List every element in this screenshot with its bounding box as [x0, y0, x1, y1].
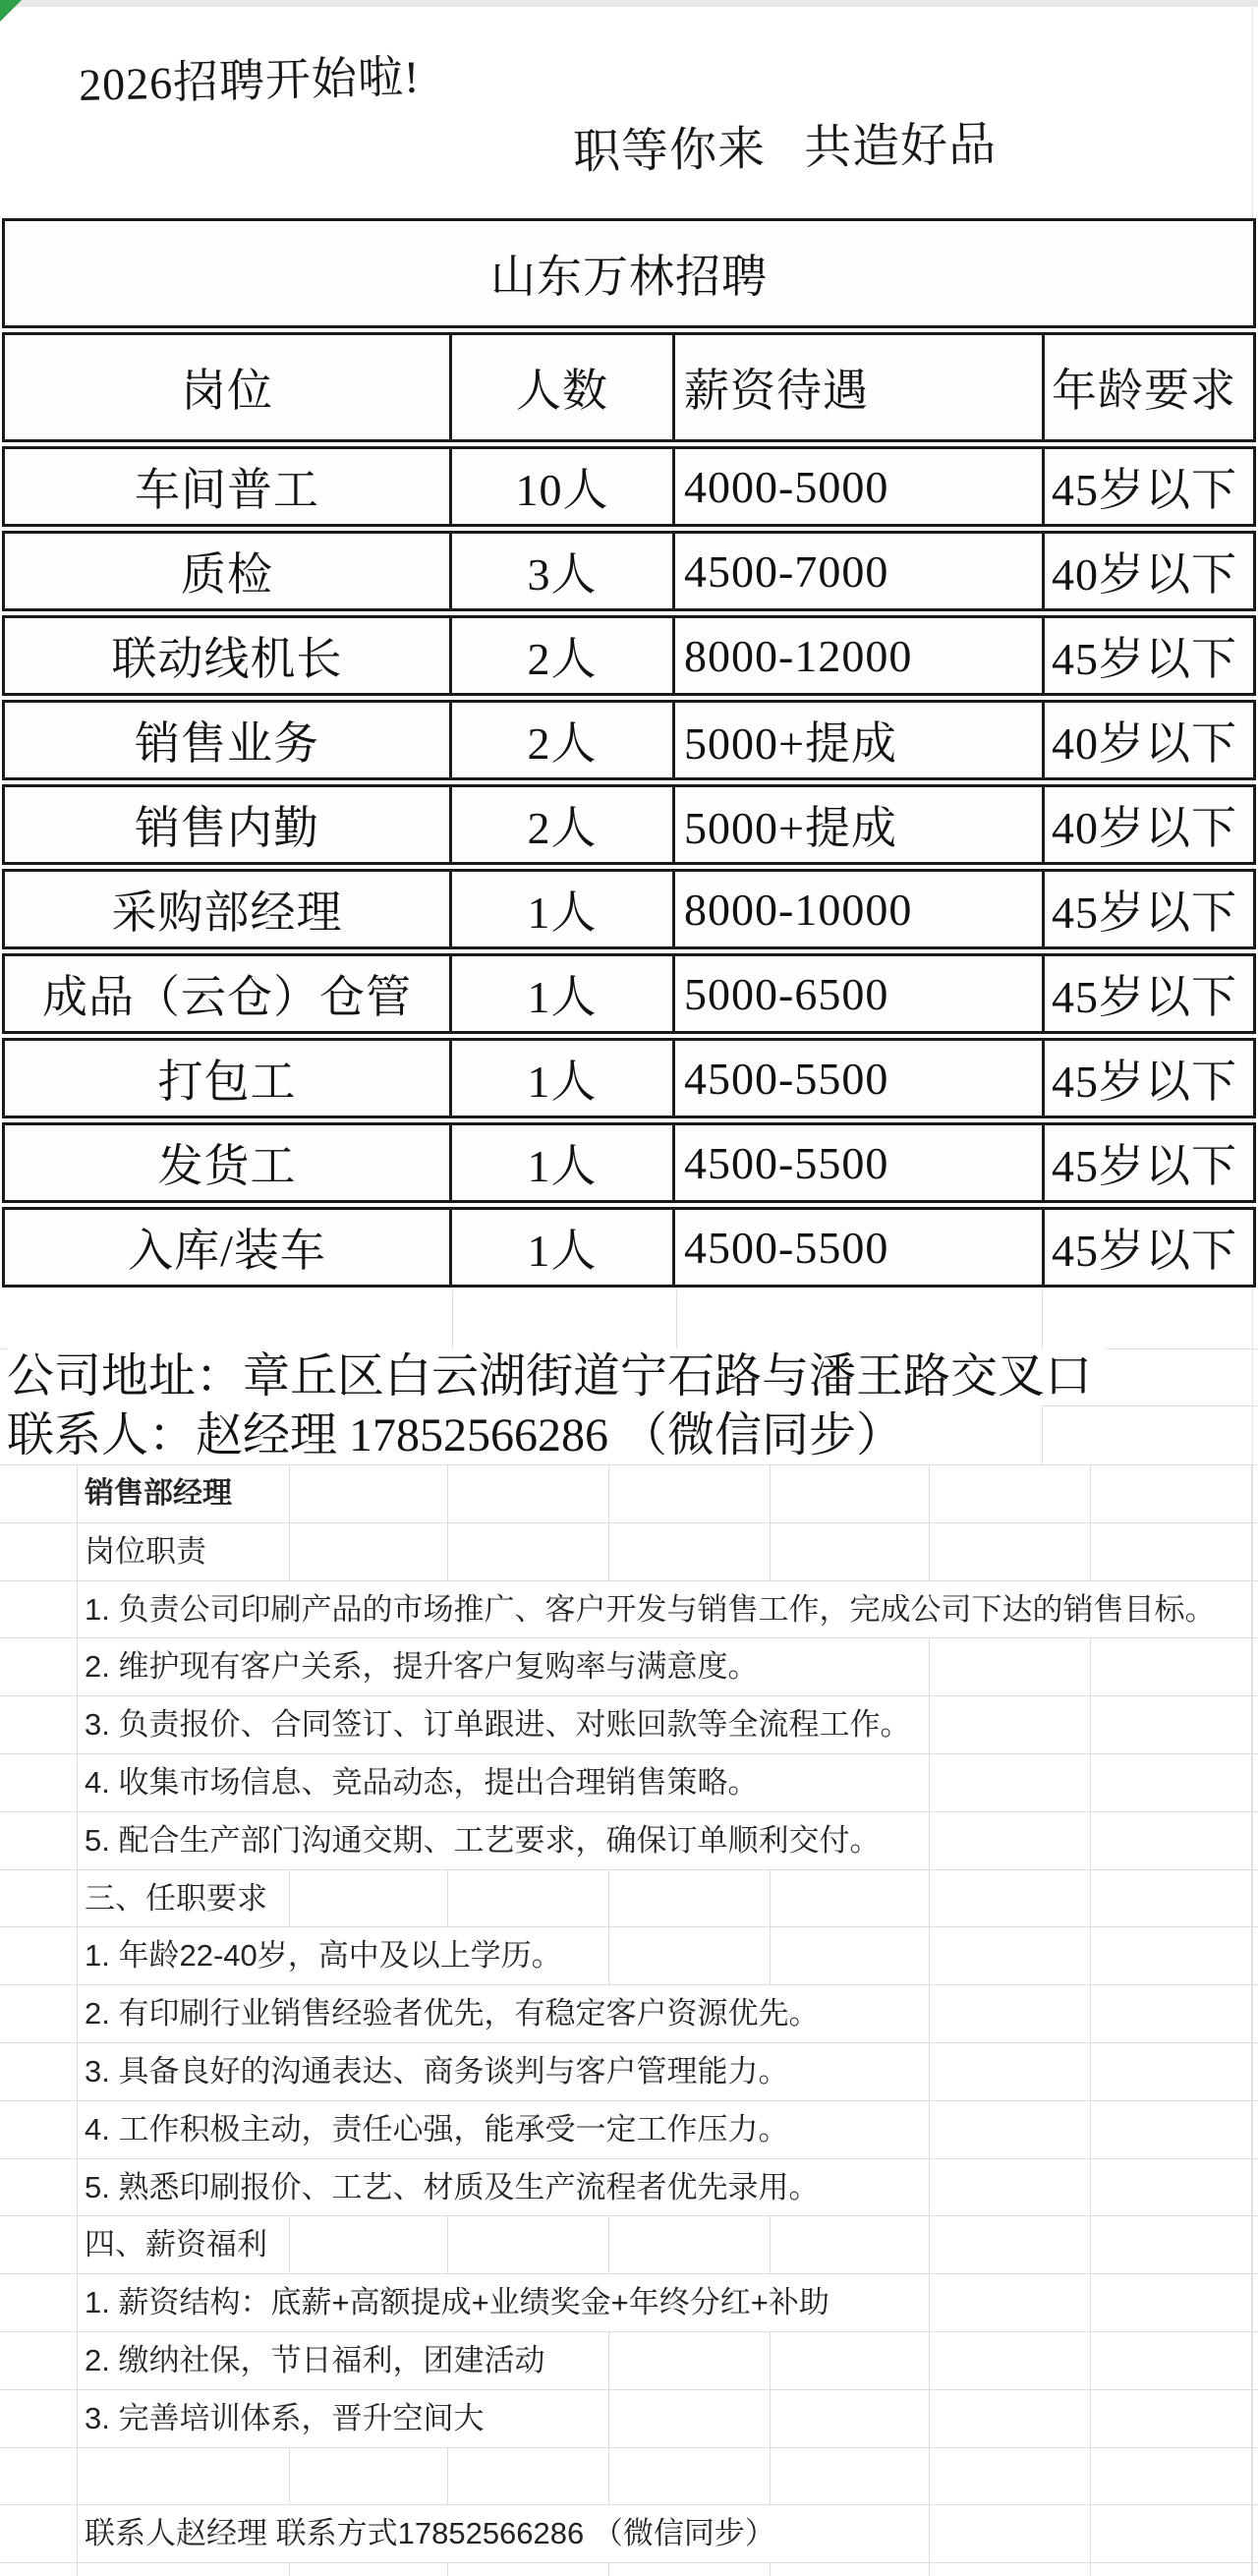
cell-position: 销售内勤: [135, 803, 319, 853]
cell-count: 1人: [449, 872, 672, 946]
cell-age: 40岁以下: [1042, 703, 1253, 777]
empty-row: [0, 2448, 1258, 2506]
cell-salary: 8000-12000: [672, 618, 1042, 693]
requirement-item: 1. 年龄22-40岁，高中及以上学历。: [0, 1927, 1258, 1985]
table-row: [2, 446, 1256, 527]
cell-count: 1人: [449, 1125, 672, 1200]
cell-age: 45岁以下: [1042, 956, 1253, 1031]
requirement-item: 4. 工作积极主动，责任心强，能承受一定工作压力。: [0, 2101, 1258, 2159]
cell-position: 入库/装车: [128, 1226, 326, 1276]
cell-corner-marker-icon: [0, 0, 22, 22]
cell-salary: 4000-5000: [672, 449, 1042, 524]
detail-section-benefits: 四、薪资福利: [0, 2216, 1258, 2274]
empty-spreadsheet-strip: [0, 1290, 1258, 1349]
table-row: [2, 953, 1256, 1034]
cell-age: 45岁以下: [1042, 618, 1253, 693]
responsibility-item: 1. 负责公司印刷产品的市场推广、客户开发与销售工作，完成公司下达的销售目标。: [0, 1581, 1258, 1639]
table-header-row: [2, 332, 1256, 442]
cell-salary: 4500-7000: [672, 534, 1042, 608]
cell-position: 联动线机长: [111, 634, 343, 684]
cell-salary: 4500-5500: [672, 1210, 1042, 1285]
cell-salary: 4500-5500: [672, 1125, 1042, 1200]
cell-age: 40岁以下: [1042, 534, 1253, 608]
cell-salary: 5000+提成: [672, 787, 1042, 862]
contact-person-line: 联系人：赵经理 17852566286 （微信同步）: [0, 1405, 1258, 1466]
requirement-item: 3. 具备良好的沟通表达、商务谈判与客户管理能力。: [0, 2043, 1258, 2101]
cell-position: 成品（云仓）仓管: [42, 972, 412, 1022]
cell-position: 车间普工: [135, 465, 319, 515]
cell-age: 45岁以下: [1042, 1125, 1253, 1200]
table-row: [2, 869, 1256, 949]
cell-count: 10人: [449, 449, 672, 524]
col-header-count: 人数: [449, 335, 672, 439]
table-title: 山东万林招聘: [490, 252, 768, 302]
detail-section-responsibilities: 岗位职责: [0, 1523, 1258, 1581]
cell-count: 1人: [449, 956, 672, 1031]
benefit-item: 1. 薪资结构：底薪+高额提成+业绩奖金+年终分红+补助: [0, 2274, 1258, 2332]
table-row: [2, 531, 1256, 611]
sheet-top-strip: [0, 0, 1258, 7]
benefit-item: 2. 缴纳社保，节日福利，团建活动: [0, 2332, 1258, 2390]
table-row: [2, 700, 1256, 780]
cell-age: 40岁以下: [1042, 787, 1253, 862]
detail-role-title-row: 销售部经理: [0, 1465, 1258, 1523]
table-row: [2, 615, 1256, 696]
table-title-row: [2, 218, 1256, 328]
cell-age: 45岁以下: [1042, 449, 1253, 524]
cell-age: 45岁以下: [1042, 1210, 1253, 1285]
company-address-line: 公司地址：章丘区白云湖街道宁石路与潘王路交叉口: [0, 1348, 1258, 1405]
cell-count: 3人: [449, 534, 672, 608]
cell-salary: 8000-10000: [672, 872, 1042, 946]
col-header-salary: 薪资待遇: [672, 335, 1042, 439]
cell-position: 销售业务: [135, 718, 319, 769]
table-row: [2, 1038, 1256, 1118]
cell-position: 采购部经理: [111, 887, 343, 938]
cell-count: 1人: [449, 1041, 672, 1116]
cell-age: 45岁以下: [1042, 872, 1253, 946]
benefit-item: 3. 完善培训体系，晋升空间大: [0, 2390, 1258, 2448]
responsibility-item: 3. 负责报价、合同签订、订单跟进、对账回款等全流程工作。: [0, 1696, 1258, 1754]
responsibility-item: 5. 配合生产部门沟通交期、工艺要求，确保订单顺利交付。: [0, 1812, 1258, 1870]
table-row: [2, 1122, 1256, 1203]
table-row: [2, 784, 1256, 865]
cell-salary: 5000+提成: [672, 703, 1042, 777]
cell-count: 2人: [449, 787, 672, 862]
cell-position: 质检: [181, 549, 273, 600]
table-row: [2, 1207, 1256, 1288]
recruit-table: [2, 218, 1256, 1288]
responsibility-item: 4. 收集市场信息、竞品动态，提出合理销售策略。: [0, 1754, 1258, 1812]
cell-count: 1人: [449, 1210, 672, 1285]
detail-footer-contact: 联系人赵经理 联系方式17852566286 （微信同步）: [0, 2505, 1258, 2563]
job-detail-sheet: [0, 1464, 1258, 2576]
cell-salary: 4500-5500: [672, 1041, 1042, 1116]
page-subtitle: 职等你来 共造好品: [572, 118, 998, 179]
empty-row: [0, 2563, 1258, 2576]
requirement-item: 2. 有印刷行业销售经验者优先，有稳定客户资源优先。: [0, 1985, 1258, 2043]
col-header-position: 岗位: [181, 366, 273, 416]
cell-position: 打包工: [157, 1057, 297, 1107]
cell-age: 45岁以下: [1042, 1041, 1253, 1116]
cell-salary: 5000-6500: [672, 956, 1042, 1031]
cell-count: 2人: [449, 618, 672, 693]
detail-section-requirements: 三、任职要求: [0, 1870, 1258, 1928]
cell-count: 2人: [449, 703, 672, 777]
requirement-item: 5. 熟悉印刷报价、工艺、材质及生产流程者优先录用。: [0, 2159, 1258, 2217]
col-header-age: 年龄要求: [1042, 335, 1253, 439]
cell-position: 发货工: [157, 1141, 297, 1191]
responsibility-item: 2. 维护现有客户关系，提升客户复购率与满意度。: [0, 1638, 1258, 1696]
page-title: 2026招聘开始啦!: [78, 51, 421, 110]
